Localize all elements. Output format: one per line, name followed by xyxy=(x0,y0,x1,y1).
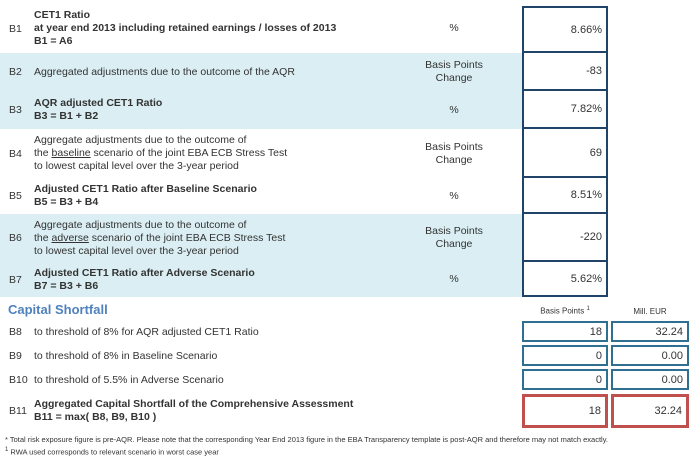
unit-label: % xyxy=(449,189,459,202)
value-cell xyxy=(522,6,608,53)
description-line xyxy=(34,147,386,160)
row-left xyxy=(0,394,522,428)
row-left xyxy=(0,178,522,214)
description-line: Aggregated adjustments due to the outcome of the AQR xyxy=(34,65,295,78)
unit-cell xyxy=(386,214,522,262)
table-row-b7 xyxy=(0,262,694,297)
row-description xyxy=(34,262,386,297)
description-line: B3 = B1 + B2 xyxy=(34,110,99,122)
value-cell xyxy=(522,260,608,297)
spacer xyxy=(608,178,694,214)
table-row-b6 xyxy=(0,214,694,262)
row-id: B6 xyxy=(9,232,22,244)
description-line: Adjusted CET1 Ratio after Adverse Scenario xyxy=(34,266,255,279)
value-column xyxy=(522,178,608,214)
row-id: B4 xyxy=(9,147,22,160)
spacer xyxy=(608,53,694,91)
shortfall-row-b11-total xyxy=(0,394,694,428)
column-header-text: Basis Points xyxy=(540,307,587,316)
spacer xyxy=(689,321,694,342)
row-left xyxy=(0,129,522,178)
footnote-rwa xyxy=(5,445,694,457)
value-text: 8.66% xyxy=(570,23,602,36)
basis-points-cell xyxy=(522,394,608,428)
row-id: B2 xyxy=(9,66,22,78)
line-segment: scenario of the joint EBA ECB Stress Test xyxy=(90,147,288,159)
unit-label-line1: Basis Points xyxy=(425,59,483,71)
value-column xyxy=(522,214,608,262)
value-text: -83 xyxy=(586,65,602,77)
table-row-b2 xyxy=(0,53,694,91)
row-id: B3 xyxy=(9,104,22,116)
row-label: to threshold of 5.5% in Adverse Scenario xyxy=(34,373,224,386)
mill-eur-cell xyxy=(611,394,689,428)
row-left xyxy=(0,345,522,366)
value-cell xyxy=(522,89,608,129)
value-column xyxy=(522,91,608,129)
unit-cell xyxy=(386,178,522,214)
description-line: CET1 Ratio xyxy=(34,9,91,21)
value-text: 0.00 xyxy=(661,373,683,386)
mill-eur-cell xyxy=(611,345,689,366)
footnotes xyxy=(0,434,694,457)
spacer xyxy=(689,394,694,428)
spacer xyxy=(608,91,694,129)
footnote-marker: 1 xyxy=(586,306,590,313)
unit-label-line1: Basis Points xyxy=(425,225,483,237)
description-line: Aggregate adjustments due to the outcome of xyxy=(34,134,247,146)
row-left xyxy=(0,321,522,342)
value-text: 0 xyxy=(595,373,602,386)
value-column xyxy=(522,262,608,297)
value-cell xyxy=(522,176,608,214)
unit-cell xyxy=(386,91,522,129)
unit-label-line2: Change xyxy=(435,153,473,166)
column-header-basis-points xyxy=(522,306,608,319)
description-line: B1 = A6 xyxy=(34,35,73,47)
unit-cell xyxy=(386,4,522,53)
value-text: 32.24 xyxy=(655,325,683,338)
column-header-mill-eur: Mill. EUR xyxy=(633,307,667,316)
footnote-asterisk: * Total risk exposure figure is pre-AQR. Please note that the corresponding Year End 2013 figure in the EBA Transparency template is post-AQR and therefore may not match exactly. xyxy=(5,435,608,444)
table-row-b5 xyxy=(0,178,694,214)
row-left xyxy=(0,4,522,53)
unit-label-line1: Basis Points xyxy=(425,140,483,153)
shortfall-row-b8 xyxy=(0,321,694,342)
unit-label: % xyxy=(449,273,459,285)
mill-eur-cell xyxy=(611,321,689,342)
description-line: Aggregated Capital Shortfall of the Comprehensive Assessment xyxy=(34,398,354,410)
row-description xyxy=(34,178,386,214)
line-segment: the xyxy=(34,231,52,244)
basis-points-cell xyxy=(522,369,608,390)
unit-label: % xyxy=(449,103,459,116)
value-cell xyxy=(522,127,608,178)
underlined-word: adverse xyxy=(51,231,89,244)
row-left xyxy=(0,369,522,390)
row-left xyxy=(0,91,522,129)
row-label: to threshold of 8% in Baseline Scenario xyxy=(34,349,218,362)
description-line: AQR adjusted CET1 Ratio xyxy=(34,97,163,109)
row-id: B9 xyxy=(9,349,22,362)
row-id: B11 xyxy=(9,405,27,417)
table-row-b4 xyxy=(0,129,694,178)
unit-label: % xyxy=(449,22,459,34)
spacer xyxy=(608,129,694,178)
unit-label-line2: Change xyxy=(435,72,473,84)
row-description xyxy=(34,4,386,53)
row-left xyxy=(0,262,522,297)
row-left xyxy=(0,214,522,262)
row-label: to threshold of 8% for AQR adjusted CET1 Ratio xyxy=(34,325,259,338)
value-text: 5.62% xyxy=(570,272,602,285)
value-text: -220 xyxy=(579,231,602,243)
value-text: 8.51% xyxy=(570,189,602,201)
footnote-text: RWA used corresponds to relevant scenario in worst case year xyxy=(8,447,219,457)
shortfall-row-b9 xyxy=(0,345,694,366)
row-id: B8 xyxy=(9,325,22,338)
value-column xyxy=(522,4,608,53)
value-cell xyxy=(522,51,608,91)
description-line: to lowest capital level over the 3-year period xyxy=(34,160,239,172)
mill-eur-cell xyxy=(611,369,689,390)
spacer xyxy=(608,214,694,262)
value-text: 7.82% xyxy=(570,103,602,115)
value-column xyxy=(522,129,608,178)
line-segment: scenario of the joint EBA ECB Stress Test xyxy=(88,231,286,244)
row-description xyxy=(34,129,386,178)
spacer xyxy=(689,369,694,390)
section-title: Capital Shortfall xyxy=(8,301,108,317)
row-description xyxy=(34,91,386,129)
row-description xyxy=(34,214,386,262)
shortfall-row-b10 xyxy=(0,369,694,390)
table-row-b1 xyxy=(0,4,694,53)
value-text: 69 xyxy=(589,146,602,159)
row-description xyxy=(34,53,386,91)
value-text: 0 xyxy=(595,349,602,362)
spacer xyxy=(608,262,694,297)
description-line: to lowest capital level over the 3-year period xyxy=(34,244,239,257)
value-text: 18 xyxy=(588,405,601,417)
value-column xyxy=(522,53,608,91)
row-description xyxy=(34,398,353,424)
table-row-b3 xyxy=(0,91,694,129)
row-id: B1 xyxy=(9,22,22,35)
value-text: 18 xyxy=(589,325,602,338)
row-id: B5 xyxy=(9,190,22,202)
unit-cell xyxy=(386,262,522,297)
description-line: B11 = max( B8, B9, B10 ) xyxy=(34,411,157,423)
basis-points-cell xyxy=(522,321,608,342)
footnote-marker: 1 xyxy=(5,447,9,453)
spacer xyxy=(689,299,694,319)
unit-label-line2: Change xyxy=(435,238,473,250)
value-text: 32.24 xyxy=(654,405,682,417)
row-left xyxy=(0,53,522,91)
description-line: Aggregate adjustments due to the outcome of xyxy=(34,218,247,231)
spacer xyxy=(608,4,694,53)
capital-shortfall-header xyxy=(0,299,694,319)
value-text: 0.00 xyxy=(661,349,683,362)
row-id: B7 xyxy=(9,273,22,286)
underlined-word: baseline xyxy=(51,147,91,159)
description-line xyxy=(34,232,386,245)
description-line: B5 = B3 + B4 xyxy=(34,196,99,208)
row-id: B10 xyxy=(9,373,28,386)
description-line: Adjusted CET1 Ratio after Baseline Scenario xyxy=(34,183,257,195)
description-line: at year end 2013 including retained earnings / losses of 2013 xyxy=(34,22,337,34)
line-segment: the xyxy=(34,147,52,159)
spacer xyxy=(689,345,694,366)
unit-cell xyxy=(386,53,522,91)
value-cell xyxy=(522,212,608,262)
description-line: B7 = B3 + B6 xyxy=(34,279,99,292)
basis-points-cell xyxy=(522,345,608,366)
unit-cell xyxy=(386,129,522,178)
